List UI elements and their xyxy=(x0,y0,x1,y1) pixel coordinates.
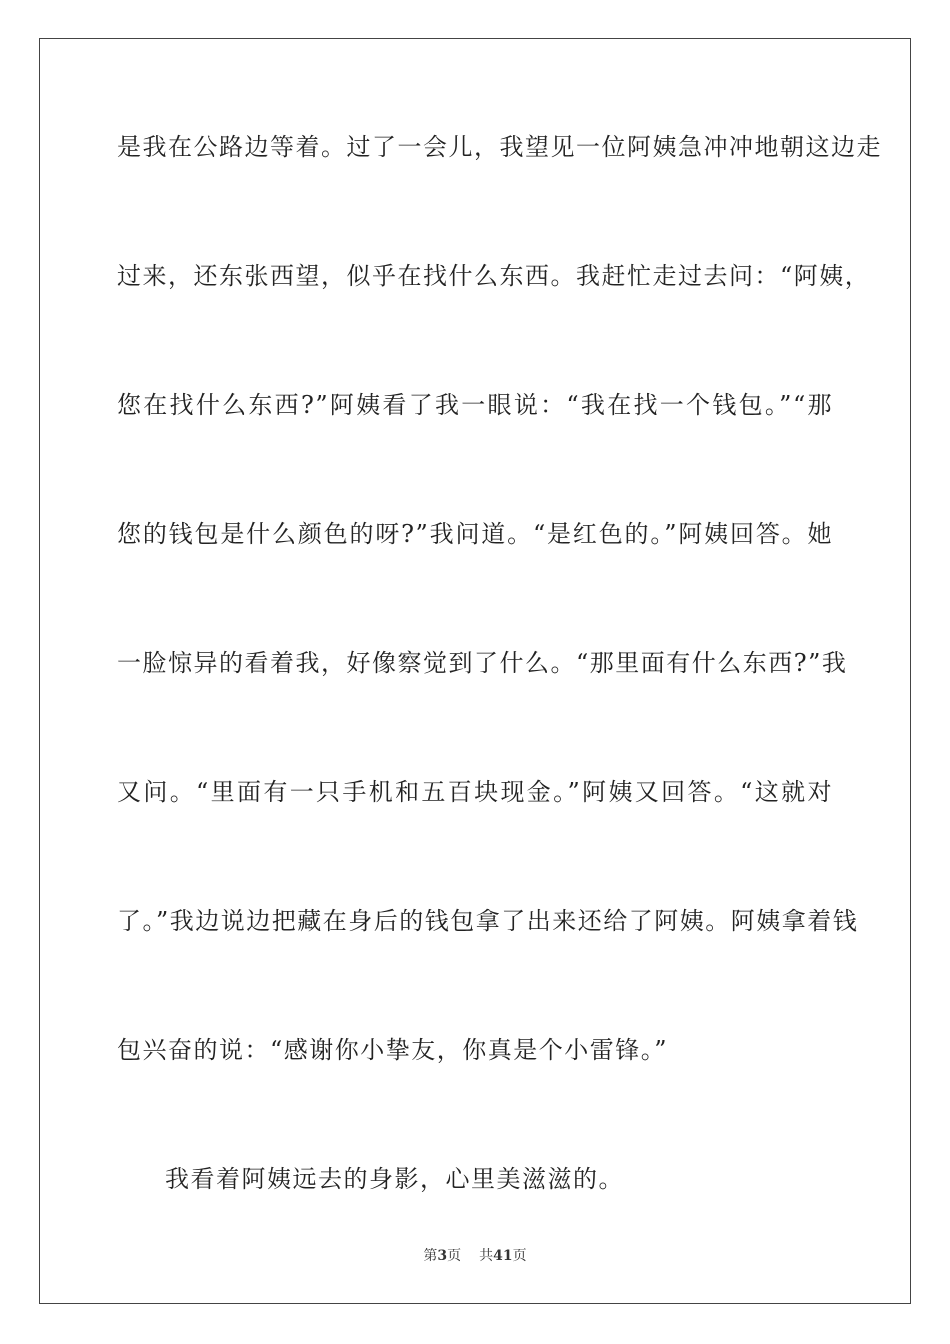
total-suffix: 页 xyxy=(512,1248,527,1264)
text-line: 过来，还东张西望，似乎在找什么东西。我赶忙走过去问：“阿姨， xyxy=(117,262,871,290)
text-line: 了。”我边说边把藏在身后的钱包拿了出来还给了阿姨。阿姨拿着钱 xyxy=(117,907,859,935)
text-line: 是我在公路边等着。过了一会儿，我望见一位阿姨急冲冲地朝这边走 xyxy=(117,133,882,161)
text-line-last: 包兴奋的说：“感谢你小挚友，你真是个小雷锋。” xyxy=(117,1036,669,1064)
page-number: 3 xyxy=(437,1248,448,1264)
page-footer xyxy=(0,1246,950,1266)
text-line: 您在找什么东西?”阿姨看了我一眼说：“我在找一个钱包。”“那 xyxy=(117,391,833,419)
text-line: 一脸惊异的看着我，好像察觉到了什么。“那里面有什么东西?”我 xyxy=(117,649,848,677)
text-line: 您的钱包是什么颜色的呀?”我问道。“是红色的。”阿姨回答。她 xyxy=(117,520,833,548)
closing-paragraph: 我看着阿姨远去的身影，心里美滋滋的。 xyxy=(165,1165,624,1193)
page-suffix: 页 xyxy=(447,1248,462,1264)
text-line: 又问。“里面有一只手机和五百块现金。”阿姨又回答。“这就对 xyxy=(117,778,833,806)
total-prefix: 共 xyxy=(479,1248,494,1264)
page-prefix: 第 xyxy=(423,1248,438,1264)
total-pages: 41 xyxy=(493,1248,513,1264)
document-body xyxy=(117,127,882,1288)
